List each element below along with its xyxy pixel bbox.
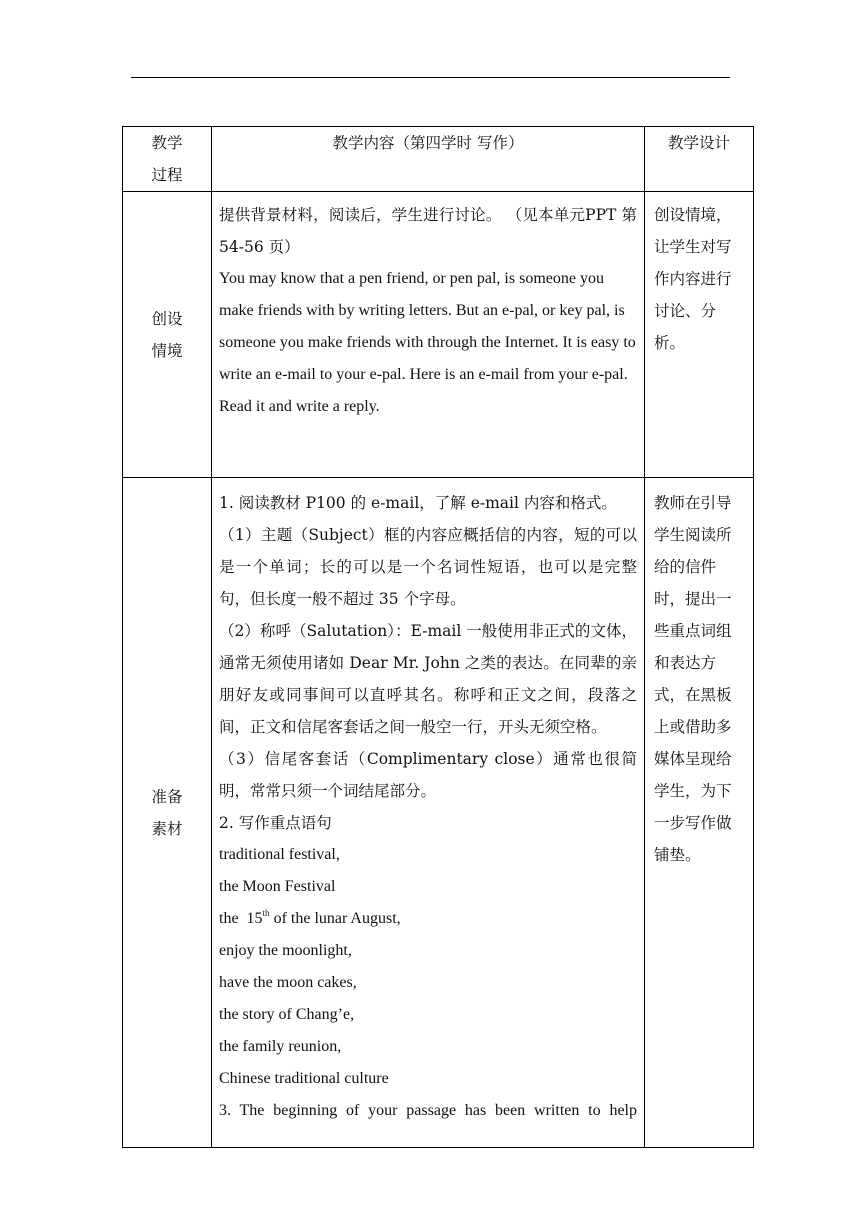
- phrase-item: Chinese traditional culture: [219, 1070, 389, 1087]
- phrase-item: have the moon cakes,: [219, 974, 357, 991]
- phrase-item: traditional festival,: [219, 846, 340, 863]
- date-suffix: of the lunar August,: [269, 910, 401, 927]
- table-header-row: [123, 127, 754, 192]
- content-paragraph: 2. 写作重点语句: [219, 814, 332, 832]
- table-row: [123, 478, 754, 1148]
- content-paragraph: （2）称呼（Salutation）：E-mail 一般使用非正式的文体，通常无须使用诸如 Dear Mr. John 之类的表达。在同辈的亲朋好友或同事间可以直呼其名。称呼和正文之间，段落之间，正文和信尾客套话之间一般空一行，开头无须空格。: [219, 622, 637, 736]
- phrase-item: the family reunion,: [219, 1038, 342, 1055]
- date-prefix: the 15: [219, 910, 263, 927]
- content-cell: [212, 192, 645, 478]
- content-paragraph: （3）信尾客套话（Complimentary close）通常也很简明，常常只须一个词结尾部分。: [219, 750, 637, 800]
- phrase-item: enjoy the moonlight,: [219, 942, 352, 959]
- content-paragraph: 提供背景材料，阅读后，学生进行讨论。 （见本单元PPT 第 54-56 页）: [219, 206, 637, 256]
- table-row: [123, 192, 754, 478]
- phrase-item-date: [219, 903, 637, 935]
- content-paragraph: （1）主题（Subject）框的内容应概括信的内容，短的可以是一个单词；长的可以是一个名词性短语，也可以是完整句，但长度一般不超过 35 个字母。: [219, 526, 637, 608]
- content-paragraph: 3. The beginning of your passage has been written to help: [219, 1102, 637, 1119]
- content-paragraph: You may know that a pen friend, or pen pal, is someone you make friends with by writing letters. But an e-pal, or key pal, is someone you make friends with through the Internet. It is easy to write an e-mail to your e-pal. Here is an e-mail from your e-pal. Read it and write a reply.: [219, 270, 636, 415]
- content-cell: [212, 478, 645, 1148]
- header-process: 教学 过程: [123, 127, 212, 192]
- phrase-item: the story of Chang’e,: [219, 1006, 355, 1023]
- stage-cell: 创设 情境: [123, 192, 212, 478]
- design-cell: 创设情境，让学生对写作内容进行讨论、分析。: [645, 192, 754, 478]
- design-cell: 教师在引导学生阅读所给的信件时，提出一些重点词组和表达方式，在黑板上或借助多媒体呈现给学生，为下一步写作做铺垫。: [645, 478, 754, 1148]
- stage-cell: 准备 素材: [123, 478, 212, 1148]
- header-rule: [131, 77, 730, 78]
- header-design: 教学设计: [645, 127, 754, 192]
- header-content: 教学内容（第四学时 写作）: [212, 127, 645, 192]
- lesson-plan-table: [122, 126, 754, 1148]
- phrase-item: the Moon Festival: [219, 878, 336, 895]
- date-superscript: th: [262, 908, 270, 918]
- content-paragraph: 1. 阅读教材 P100 的 e-mail，了解 e-mail 内容和格式。: [219, 494, 617, 512]
